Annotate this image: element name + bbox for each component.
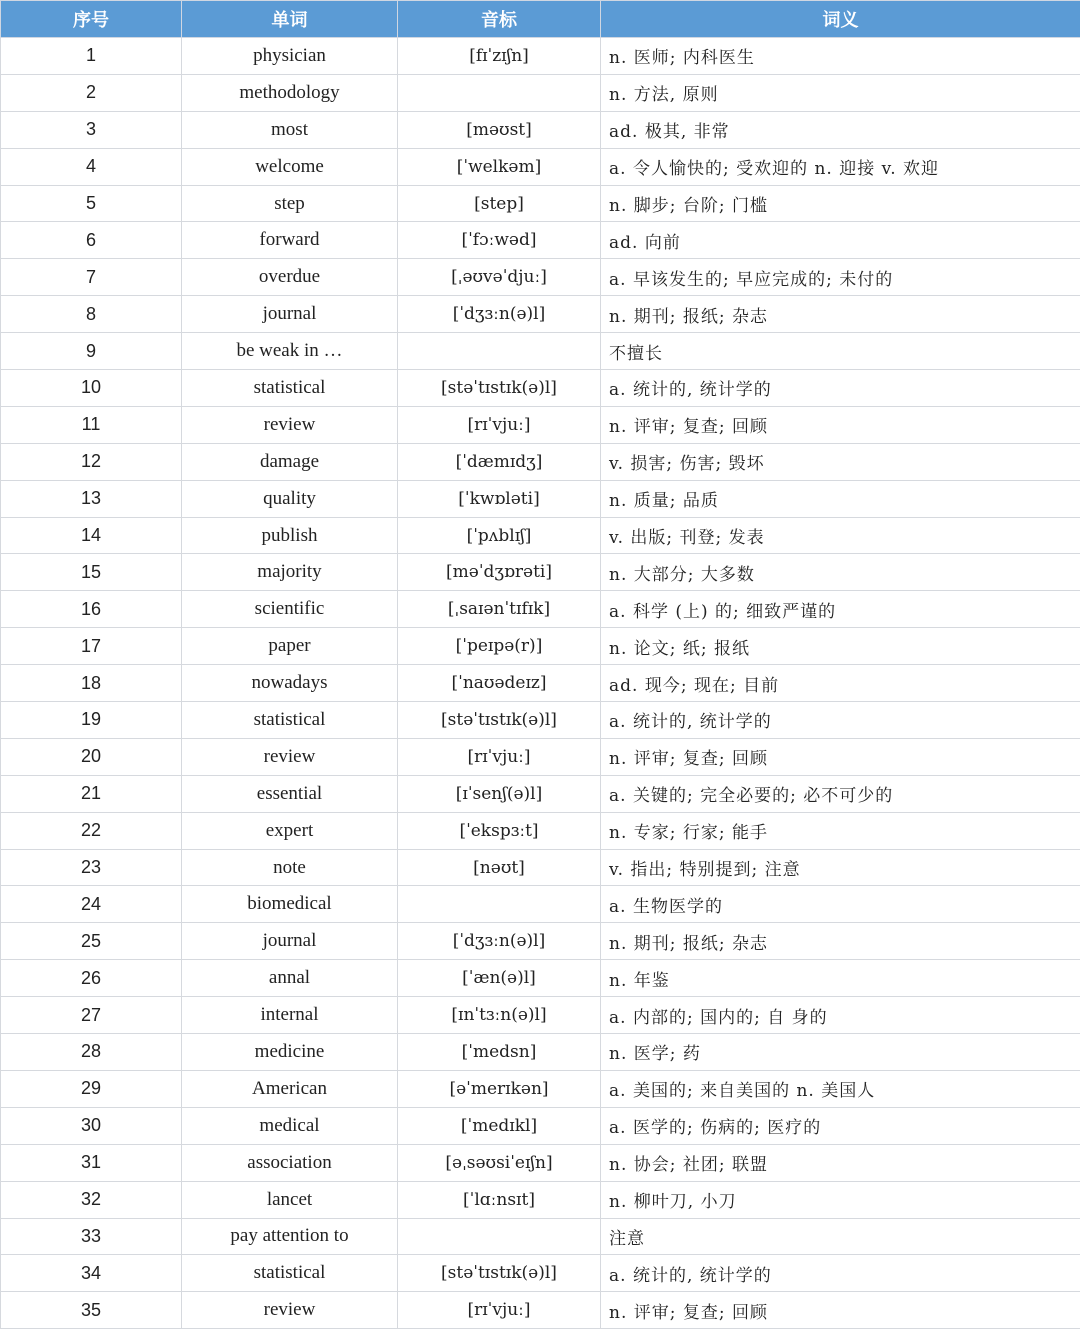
definition-cell: a. 关键的; 完全必要的; 必不可少的 (601, 775, 1080, 812)
row-number: 27 (1, 997, 182, 1034)
word-cell: pay attention to (182, 1218, 398, 1255)
word-cell: statistical (182, 702, 398, 739)
word-cell: lancet (182, 1181, 398, 1218)
row-number: 14 (1, 517, 182, 554)
table-row (1, 702, 1080, 739)
word-cell: scientific (182, 591, 398, 628)
phonetic-cell (398, 333, 601, 370)
table-row (1, 1107, 1080, 1144)
definition-cell: ad. 向前 (601, 222, 1080, 259)
table-row (1, 148, 1080, 185)
table-row (1, 296, 1080, 333)
table-row (1, 1181, 1080, 1218)
word-cell: expert (182, 812, 398, 849)
phonetic-cell (398, 74, 601, 111)
word-cell: paper (182, 628, 398, 665)
word-cell: biomedical (182, 886, 398, 923)
definition-cell: n. 论文; 纸; 报纸 (601, 628, 1080, 665)
row-number: 24 (1, 886, 182, 923)
row-number: 4 (1, 148, 182, 185)
header-word: 单词 (182, 1, 398, 38)
row-number: 25 (1, 923, 182, 960)
word-cell: step (182, 185, 398, 222)
definition-cell: a. 医学的; 伤病的; 医疗的 (601, 1107, 1080, 1144)
phonetic-cell: [ˈwelkəm] (398, 148, 601, 185)
row-number: 15 (1, 554, 182, 591)
row-number: 32 (1, 1181, 182, 1218)
word-cell: nowadays (182, 665, 398, 702)
phonetic-cell: [ˌsaɪənˈtɪfɪk] (398, 591, 601, 628)
table-row (1, 1034, 1080, 1071)
phonetic-cell: [rɪˈvjuː] (398, 1292, 601, 1329)
table-row (1, 370, 1080, 407)
row-number: 19 (1, 702, 182, 739)
word-cell: review (182, 406, 398, 443)
phonetic-cell: [ˈpʌblɪʃ] (398, 517, 601, 554)
phonetic-cell: [ˈnaʊədeɪz] (398, 665, 601, 702)
header-number: 序号 (1, 1, 182, 38)
row-number: 26 (1, 960, 182, 997)
table-row (1, 886, 1080, 923)
phonetic-cell: [nəʊt] (398, 849, 601, 886)
definition-cell: ad. 现今; 现在; 目前 (601, 665, 1080, 702)
row-number: 3 (1, 111, 182, 148)
table-row (1, 1144, 1080, 1181)
word-cell: American (182, 1070, 398, 1107)
phonetic-cell: [ˈekspɜːt] (398, 812, 601, 849)
row-number: 1 (1, 38, 182, 75)
table-header (1, 1, 1080, 38)
table-row (1, 480, 1080, 517)
word-cell: most (182, 111, 398, 148)
header-row (1, 1, 1080, 38)
definition-cell: a. 美国的; 来自美国的 n. 美国人 (601, 1070, 1080, 1107)
phonetic-cell (398, 1218, 601, 1255)
header-definition: 词义 (601, 1, 1080, 38)
definition-cell: a. 科学 (上) 的; 细致严谨的 (601, 591, 1080, 628)
table-row (1, 1070, 1080, 1107)
table-row (1, 923, 1080, 960)
phonetic-cell: [əˈmerɪkən] (398, 1070, 601, 1107)
phonetic-cell: [stəˈtɪstɪk(ə)l] (398, 370, 601, 407)
definition-cell: n. 医学; 药 (601, 1034, 1080, 1071)
phonetic-cell: [rɪˈvjuː] (398, 406, 601, 443)
table-row (1, 738, 1080, 775)
word-cell: statistical (182, 370, 398, 407)
word-cell: forward (182, 222, 398, 259)
word-cell: methodology (182, 74, 398, 111)
phonetic-cell: [ˈpeɪpə(r)] (398, 628, 601, 665)
row-number: 2 (1, 74, 182, 111)
table-row (1, 775, 1080, 812)
word-cell: internal (182, 997, 398, 1034)
row-number: 20 (1, 738, 182, 775)
table-row (1, 74, 1080, 111)
definition-cell: n. 评审; 复查; 回顾 (601, 738, 1080, 775)
table-row (1, 812, 1080, 849)
word-cell: association (182, 1144, 398, 1181)
definition-cell: a. 统计的, 统计学的 (601, 1255, 1080, 1292)
definition-cell: n. 专家; 行家; 能手 (601, 812, 1080, 849)
definition-cell: v. 指出; 特别提到; 注意 (601, 849, 1080, 886)
table-row (1, 997, 1080, 1034)
definition-cell: ad. 极其, 非常 (601, 111, 1080, 148)
definition-cell: a. 统计的, 统计学的 (601, 702, 1080, 739)
row-number: 18 (1, 665, 182, 702)
row-number: 6 (1, 222, 182, 259)
phonetic-cell: [ˈdʒɜːn(ə)l] (398, 296, 601, 333)
definition-cell: n. 脚步; 台阶; 门槛 (601, 185, 1080, 222)
row-number: 30 (1, 1107, 182, 1144)
word-cell: journal (182, 923, 398, 960)
definition-cell: a. 内部的; 国内的; 自 身的 (601, 997, 1080, 1034)
phonetic-cell: [ˈdæmɪdʒ] (398, 443, 601, 480)
definition-cell: a. 生物医学的 (601, 886, 1080, 923)
phonetic-cell: [ˈfɔːwəd] (398, 222, 601, 259)
word-cell: damage (182, 443, 398, 480)
definition-cell: n. 柳叶刀, 小刀 (601, 1181, 1080, 1218)
definition-cell: v. 出版; 刊登; 发表 (601, 517, 1080, 554)
phonetic-cell: [stəˈtɪstɪk(ə)l] (398, 702, 601, 739)
row-number: 10 (1, 370, 182, 407)
table-row (1, 1218, 1080, 1255)
word-cell: essential (182, 775, 398, 812)
table-row (1, 1255, 1080, 1292)
row-number: 31 (1, 1144, 182, 1181)
row-number: 23 (1, 849, 182, 886)
word-cell: quality (182, 480, 398, 517)
table-row (1, 554, 1080, 591)
definition-cell: n. 评审; 复查; 回顾 (601, 406, 1080, 443)
row-number: 21 (1, 775, 182, 812)
definition-cell: n. 质量; 品质 (601, 480, 1080, 517)
row-number: 5 (1, 185, 182, 222)
definition-cell: 注意 (601, 1218, 1080, 1255)
row-number: 29 (1, 1070, 182, 1107)
definition-cell: v. 损害; 伤害; 毁坏 (601, 443, 1080, 480)
word-cell: majority (182, 554, 398, 591)
table-row (1, 628, 1080, 665)
word-cell: welcome (182, 148, 398, 185)
phonetic-cell: [ɪnˈtɜːn(ə)l] (398, 997, 601, 1034)
word-cell: statistical (182, 1255, 398, 1292)
row-number: 8 (1, 296, 182, 333)
phonetic-cell: [ˈæn(ə)l] (398, 960, 601, 997)
word-cell: medicine (182, 1034, 398, 1071)
definition-cell: 不擅长 (601, 333, 1080, 370)
row-number: 9 (1, 333, 182, 370)
definition-cell: a. 统计的, 统计学的 (601, 370, 1080, 407)
row-number: 28 (1, 1034, 182, 1071)
definition-cell: a. 早该发生的; 早应完成的; 未付的 (601, 259, 1080, 296)
table-row (1, 333, 1080, 370)
word-cell: journal (182, 296, 398, 333)
word-cell: physician (182, 38, 398, 75)
table-row (1, 849, 1080, 886)
phonetic-cell: [əˌsəʊsiˈeɪʃn] (398, 1144, 601, 1181)
table-row (1, 185, 1080, 222)
phonetic-cell: [ˈmedɪkl] (398, 1107, 601, 1144)
definition-cell: n. 年鉴 (601, 960, 1080, 997)
phonetic-cell: [məʊst] (398, 111, 601, 148)
phonetic-cell: [step] (398, 185, 601, 222)
row-number: 11 (1, 406, 182, 443)
phonetic-cell: [ɪˈsenʃ(ə)l] (398, 775, 601, 812)
phonetic-cell: [ˌəʊvəˈdjuː] (398, 259, 601, 296)
phonetic-cell: [stəˈtɪstɪk(ə)l] (398, 1255, 601, 1292)
table-row (1, 591, 1080, 628)
table-row (1, 443, 1080, 480)
word-cell: review (182, 738, 398, 775)
table-row (1, 111, 1080, 148)
word-cell: medical (182, 1107, 398, 1144)
definition-cell: n. 期刊; 报纸; 杂志 (601, 296, 1080, 333)
row-number: 16 (1, 591, 182, 628)
row-number: 7 (1, 259, 182, 296)
phonetic-cell: [ˈmedsn] (398, 1034, 601, 1071)
definition-cell: n. 期刊; 报纸; 杂志 (601, 923, 1080, 960)
row-number: 17 (1, 628, 182, 665)
table-row (1, 1292, 1080, 1329)
row-number: 33 (1, 1218, 182, 1255)
table-row (1, 38, 1080, 75)
phonetic-cell: [rɪˈvjuː] (398, 738, 601, 775)
row-number: 34 (1, 1255, 182, 1292)
phonetic-cell: [fɪˈzɪʃn] (398, 38, 601, 75)
word-cell: note (182, 849, 398, 886)
definition-cell: n. 评审; 复查; 回顾 (601, 1292, 1080, 1329)
table-row (1, 517, 1080, 554)
table-row (1, 665, 1080, 702)
phonetic-cell (398, 886, 601, 923)
definition-cell: n. 方法, 原则 (601, 74, 1080, 111)
table-row (1, 259, 1080, 296)
phonetic-cell: [məˈdʒɒrəti] (398, 554, 601, 591)
phonetic-cell: [ˈdʒɜːn(ə)l] (398, 923, 601, 960)
word-cell: overdue (182, 259, 398, 296)
table-row (1, 960, 1080, 997)
definition-cell: a. 令人愉快的; 受欢迎的 n. 迎接 v. 欢迎 (601, 148, 1080, 185)
definition-cell: n. 医师; 内科医生 (601, 38, 1080, 75)
table-row (1, 222, 1080, 259)
table-body (1, 38, 1080, 1329)
phonetic-cell: [ˈlɑːnsɪt] (398, 1181, 601, 1218)
word-cell: annal (182, 960, 398, 997)
row-number: 35 (1, 1292, 182, 1329)
word-cell: be weak in … (182, 333, 398, 370)
row-number: 12 (1, 443, 182, 480)
header-phonetic: 音标 (398, 1, 601, 38)
word-cell: review (182, 1292, 398, 1329)
definition-cell: n. 大部分; 大多数 (601, 554, 1080, 591)
row-number: 22 (1, 812, 182, 849)
definition-cell: n. 协会; 社团; 联盟 (601, 1144, 1080, 1181)
word-cell: publish (182, 517, 398, 554)
table-row (1, 406, 1080, 443)
row-number: 13 (1, 480, 182, 517)
phonetic-cell: [ˈkwɒləti] (398, 480, 601, 517)
